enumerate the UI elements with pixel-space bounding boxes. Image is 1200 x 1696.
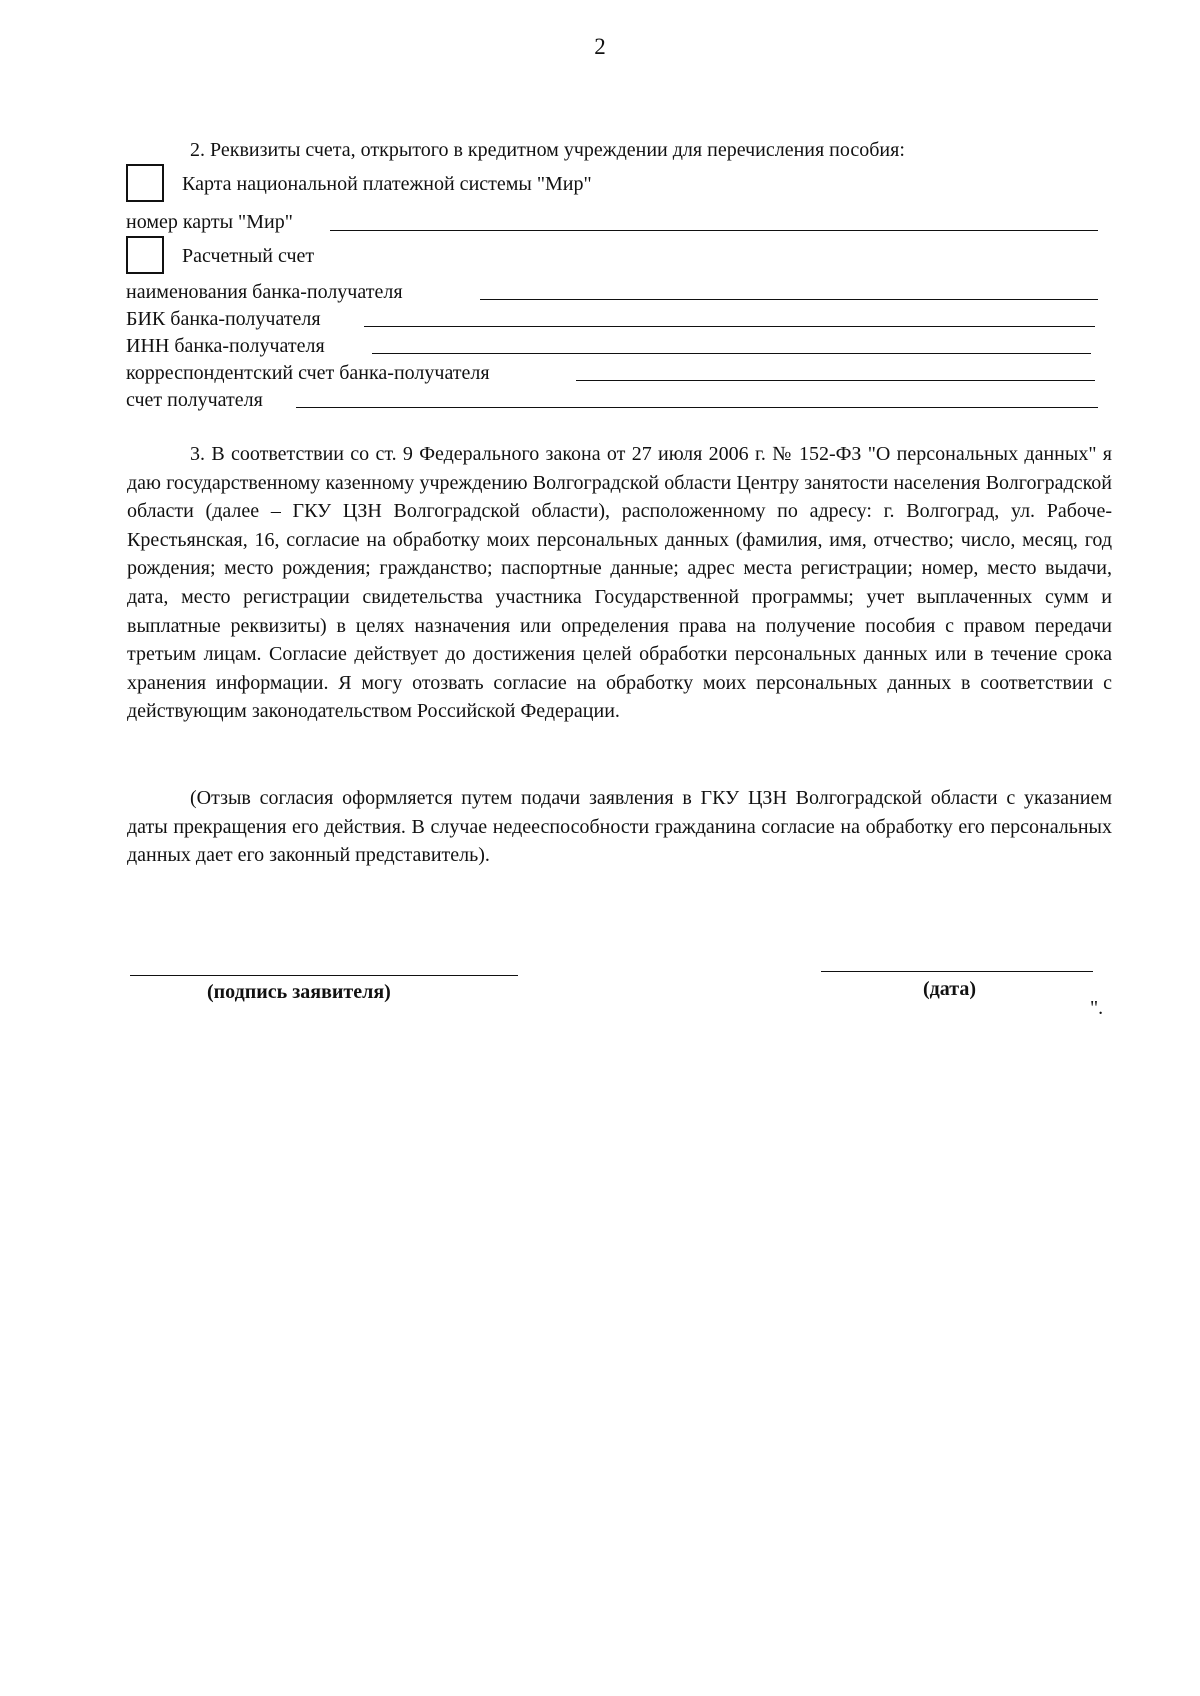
recipient-account-label: счет получателя bbox=[126, 389, 263, 411]
applicant-signature-line[interactable] bbox=[130, 975, 518, 976]
bank-name-field[interactable] bbox=[480, 299, 1098, 300]
mir-card-number-field[interactable] bbox=[330, 230, 1098, 231]
consent-withdrawal-paragraph: (Отзыв согласия оформляется путем подачи заявления в ГКУ ЦЗН Волгоградской области с указанием даты прекращения его действия. В случае недееспособности гражданина согласие на обработку его персональных данных дает его законный представитель). bbox=[127, 787, 1112, 867]
mir-card-option-label: Карта национальной платежной системы "Мир" bbox=[182, 173, 592, 195]
inn-field[interactable] bbox=[372, 353, 1091, 354]
date-line[interactable] bbox=[821, 971, 1093, 972]
bik-field[interactable] bbox=[364, 326, 1095, 327]
corr-account-field[interactable] bbox=[576, 380, 1095, 381]
bank-name-label: наименования банка-получателя bbox=[126, 281, 403, 303]
corr-account-label: корреспондентский счет банка-получателя bbox=[126, 362, 490, 384]
applicant-signature-caption: (подпись заявителя) bbox=[207, 981, 391, 1003]
mir-card-number-label: номер карты "Мир" bbox=[126, 211, 293, 233]
mir-card-checkbox[interactable] bbox=[126, 164, 164, 202]
page-number: 2 bbox=[594, 34, 606, 59]
inn-label: ИНН банка-получателя bbox=[126, 335, 325, 357]
closing-quote-mark: ". bbox=[1090, 997, 1104, 1019]
date-caption: (дата) bbox=[923, 978, 976, 1000]
consent-paragraph: 3. В соответствии со ст. 9 Федерального закона от 27 июля 2006 г. № 152-ФЗ "О персональных данных" я даю государственному казенному учреждению Волгоградской области Центру занятости населения Волгоградской области (далее – ГКУ ЦЗН Волгоградской области), расположенному по адресу: г. Волгоград, ул. Рабоче-Крестьянская, 16, согласие на обработку моих персональных данных (фамилия, имя, отчество; число, месяц, год рождения; место рождения; гражданство; паспортные данные; адрес места регистрации; номер, место выдачи, дата, место регистрации свидетельства участника Государственной программы; учет выплаченных сумм и выплатные реквизиты) в целях назначения или определения права на получение пособия с правом передачи третьим лицам. Согласие действует до достижения целей обработки персональных данных или в течение срока хранения информации. Я могу отозвать согласие на обработку моих персональных данных в соответствии с действующим законодательством Российской Федерации. bbox=[127, 443, 1112, 723]
section2-heading: 2. Реквизиты счета, открытого в кредитном учреждении для перечисления пособия: bbox=[190, 139, 905, 161]
bik-label: БИК банка-получателя bbox=[126, 308, 321, 330]
settlement-account-checkbox[interactable] bbox=[126, 236, 164, 274]
settlement-account-option-label: Расчетный счет bbox=[182, 245, 315, 267]
recipient-account-field[interactable] bbox=[296, 407, 1098, 408]
